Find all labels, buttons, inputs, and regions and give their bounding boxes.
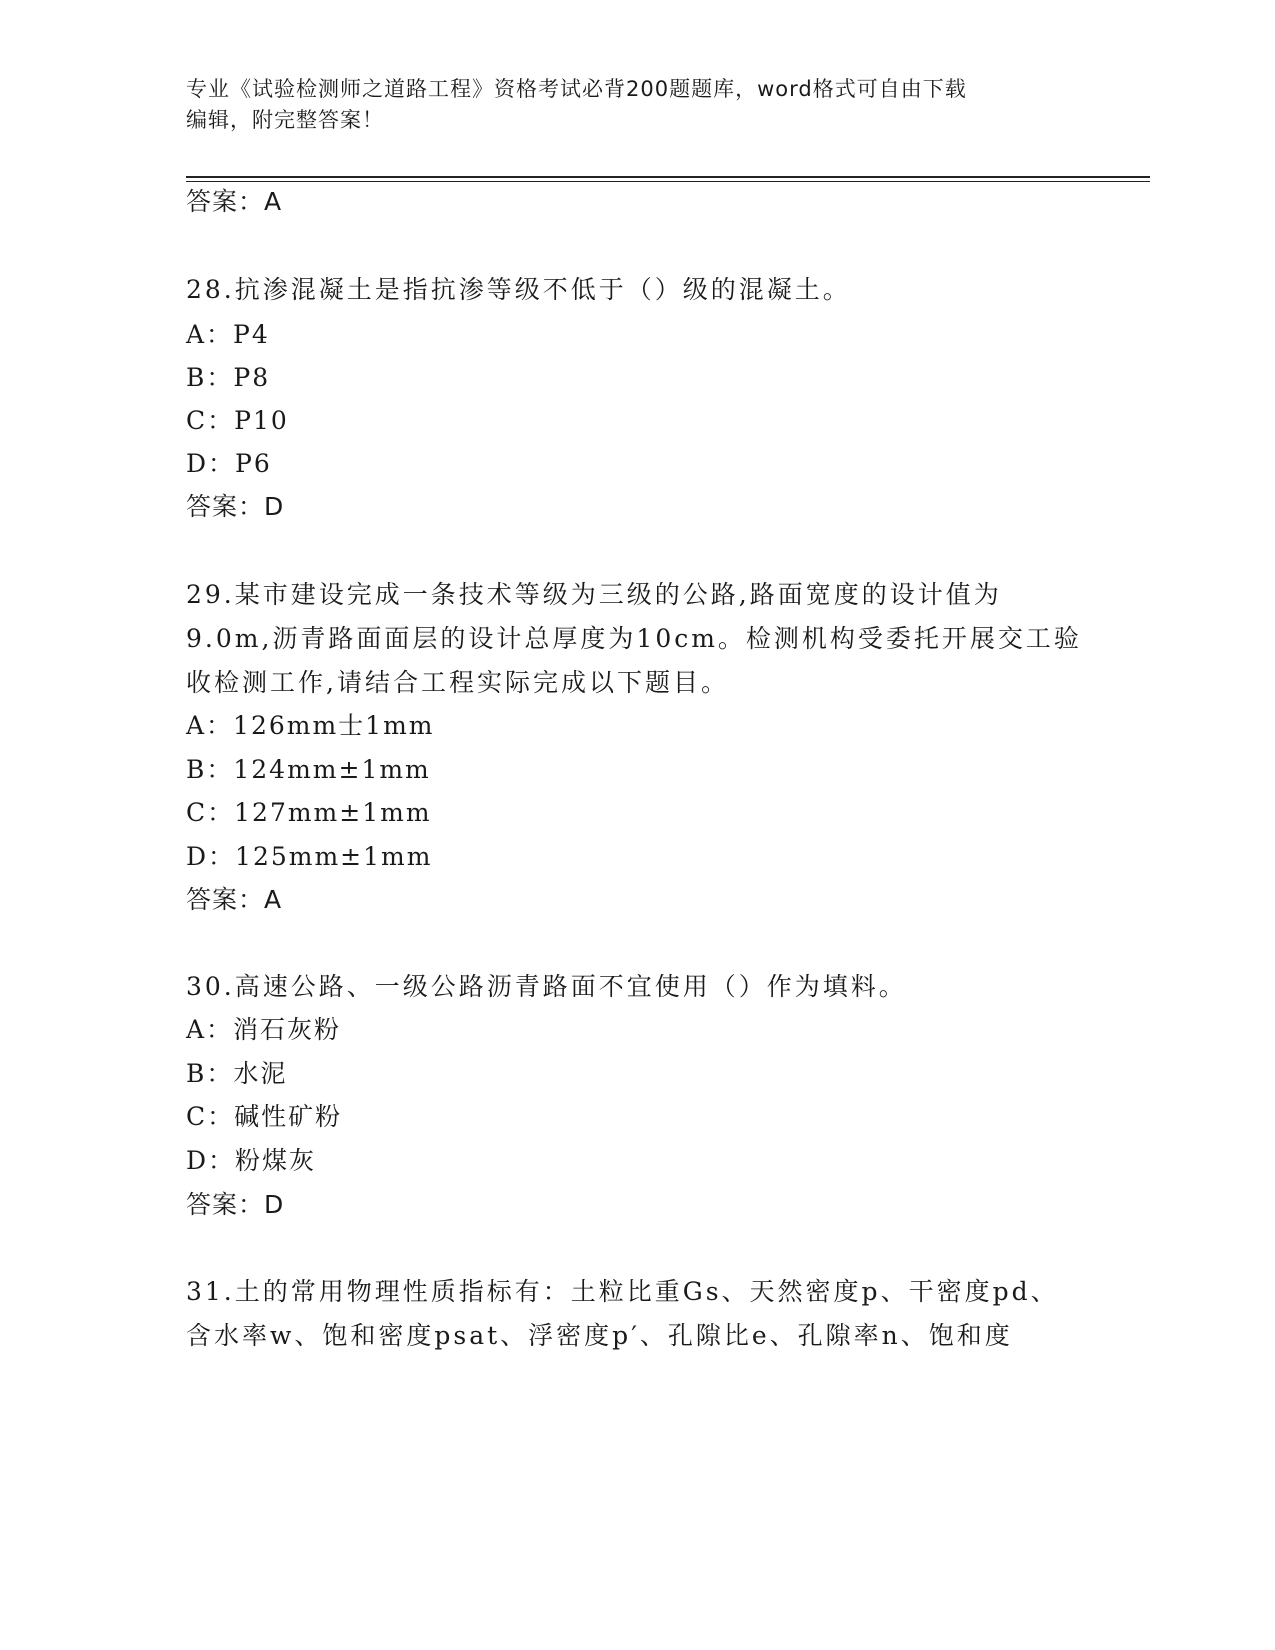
header-divider-thin bbox=[186, 181, 1150, 182]
answer-27: 答案：A bbox=[186, 187, 283, 216]
question-28-option-b: B：P8 bbox=[186, 363, 271, 392]
question-30-line-1: 30.高速公路、一级公路沥青路面不宜使用（）作为填料。 bbox=[186, 972, 907, 1001]
question-30-option-b: B：水泥 bbox=[186, 1059, 288, 1088]
question-29-option-a: A：126mm士1mm bbox=[186, 711, 435, 740]
answer-29: 答案：A bbox=[186, 885, 283, 914]
question-31-line-2: 含水率w、饱和密度psat、浮密度p′、孔隙比e、孔隙率n、饱和度 bbox=[186, 1321, 1013, 1350]
question-29-line-1: 29.某市建设完成一条技术等级为三级的公路,路面宽度的设计值为 bbox=[186, 580, 1002, 609]
answer-30: 答案：D bbox=[186, 1190, 285, 1219]
question-28-line-1: 28.抗渗混凝土是指抗渗等级不低于（）级的混凝土。 bbox=[186, 275, 851, 304]
question-30-option-d: D：粉煤灰 bbox=[186, 1146, 317, 1175]
question-28-option-d: D：P6 bbox=[186, 449, 272, 478]
header-line-1: 专业《试验检测师之道路工程》资格考试必背200题题库，word格式可自由下载 bbox=[186, 77, 967, 101]
question-29-option-d: D：125mm±1mm bbox=[186, 842, 433, 871]
question-28-option-c: C：P10 bbox=[186, 406, 289, 435]
question-28-option-a: A：P4 bbox=[186, 320, 270, 349]
question-31-line-1: 31.土的常用物理性质指标有：土粒比重Gs、天然密度p、干密度pd、 bbox=[186, 1277, 1059, 1306]
question-29-option-c: C：127mm±1mm bbox=[186, 798, 432, 827]
header-line-2: 编辑，附完整答案！ bbox=[186, 108, 384, 132]
question-29-line-2: 9.0m,沥青路面面层的设计总厚度为10cm。检测机构受委托开展交工验 bbox=[186, 624, 1082, 653]
question-29-line-3: 收检测工作,请结合工程实际完成以下题目。 bbox=[186, 668, 729, 697]
question-29-option-b: B：124mm±1mm bbox=[186, 755, 431, 784]
question-30-option-a: A：消石灰粉 bbox=[186, 1015, 342, 1044]
header-divider-thick bbox=[186, 176, 1150, 178]
question-30-option-c: C：碱性矿粉 bbox=[186, 1102, 343, 1131]
document-header bbox=[186, 74, 1086, 136]
answer-28: 答案：D bbox=[186, 492, 285, 521]
